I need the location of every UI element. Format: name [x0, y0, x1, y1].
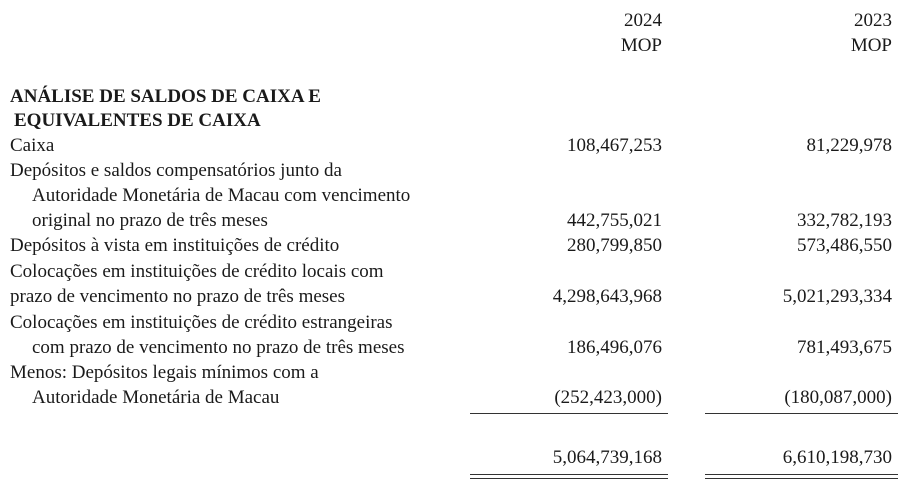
row-value-2024: 186,496,076 [567, 337, 662, 358]
row-value-2023: 781,493,675 [797, 337, 892, 358]
row-label: Menos: Depósitos legais mínimos com a [10, 362, 319, 383]
column-currency-2023: MOP [850, 35, 892, 56]
column-year-2024: 2024 [624, 10, 662, 31]
row-label: Colocações em instituições de crédito estrangeiras [10, 312, 393, 333]
row-label-continued: prazo de vencimento no prazo de três meses [10, 286, 346, 307]
row-value-2024: 442,755,021 [567, 210, 662, 231]
subtotal-rule-2023 [705, 413, 898, 414]
subtotal-rule-2024 [470, 413, 668, 414]
section-title-line-2: EQUIVALENTES DE CAIXA [14, 110, 261, 131]
row-label-continued: Autoridade Monetária de Macau [32, 387, 280, 408]
total-double-rule-2024-bottom [470, 478, 668, 479]
row-value-2023: 332,782,193 [797, 210, 892, 231]
row-label: Depósitos e saldos compensatórios junto da [10, 160, 342, 181]
column-currency-2024: MOP [620, 35, 662, 56]
section-title-line-1: ANÁLISE DE SALDOS DE CAIXA E [10, 86, 321, 107]
row-value-2024: 4,298,643,968 [552, 286, 662, 307]
row-value-2024: 280,799,850 [567, 235, 662, 256]
row-label: Caixa [10, 135, 55, 156]
row-label-continued: original no prazo de três meses [32, 210, 268, 231]
row-value-2023: 81,229,978 [806, 135, 892, 156]
row-value-2023: 5,021,293,334 [782, 286, 892, 307]
row-label: Colocações em instituições de crédito locais com [10, 261, 384, 282]
total-double-rule-2023-top [705, 474, 898, 475]
total-double-rule-2024-top [470, 474, 668, 475]
row-label: Depósitos à vista em instituições de crédito [10, 235, 340, 256]
column-year-2023: 2023 [854, 10, 892, 31]
row-value-2023: (180,087,000) [784, 387, 892, 408]
total-double-rule-2023-bottom [705, 478, 898, 479]
row-label-continued: com prazo de vencimento no prazo de três meses [32, 337, 405, 358]
row-value-2024: (252,423,000) [554, 387, 662, 408]
row-value-2024: 108,467,253 [567, 135, 662, 156]
total-value-2023: 6,610,198,730 [782, 447, 892, 468]
total-value-2024: 5,064,739,168 [552, 447, 662, 468]
row-value-2023: 573,486,550 [797, 235, 892, 256]
row-label-continued: Autoridade Monetária de Macau com vencimento [32, 185, 411, 206]
